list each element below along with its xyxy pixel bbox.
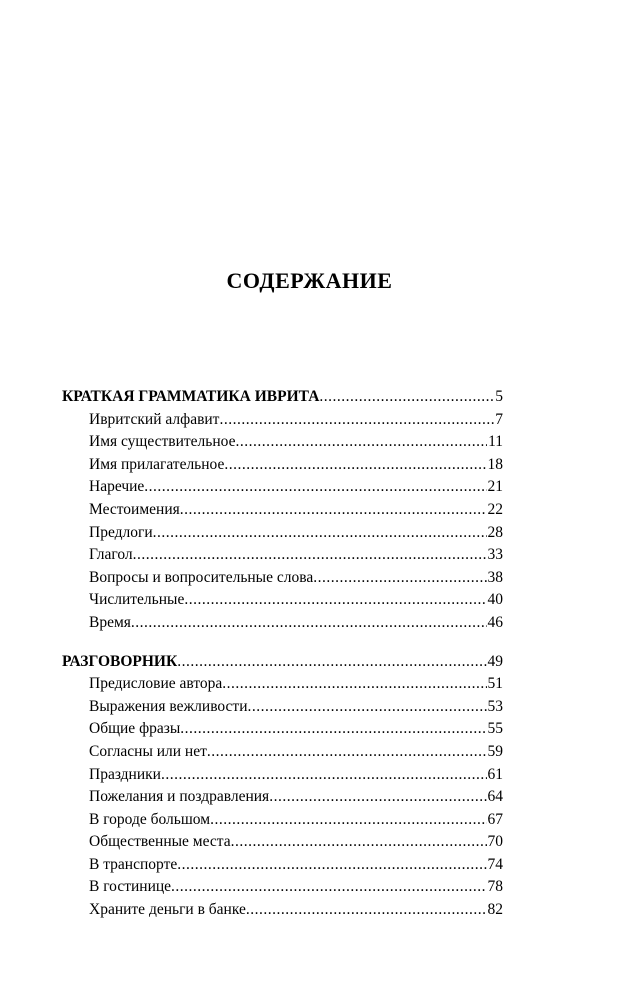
dot-leader	[248, 696, 487, 719]
toc-page-number: 21	[487, 478, 503, 496]
toc-entry	[62, 786, 503, 809]
toc-entry	[62, 589, 503, 612]
dot-leader	[222, 673, 486, 696]
toc-page-number: 61	[487, 765, 503, 783]
toc-entry	[62, 612, 503, 635]
toc-entry	[62, 673, 503, 696]
dot-leader	[180, 499, 487, 522]
toc-entry	[62, 499, 503, 522]
dot-leader	[224, 454, 486, 477]
toc-entry-label: Ивритский алфавит	[89, 410, 220, 428]
toc-entry-label: Выражения вежливости	[89, 697, 248, 715]
toc-heading-label: КРАТКАЯ ГРАММАТИКА ИВРИТА	[62, 388, 320, 405]
dot-leader	[269, 786, 486, 809]
toc-page-number: 70	[487, 833, 503, 851]
toc-page-number: 38	[487, 568, 503, 586]
toc-entry	[62, 899, 503, 922]
toc-entry-label: Общественные места	[89, 833, 231, 851]
toc-entry-label: Согласны или нет	[89, 742, 207, 760]
toc-entry	[62, 718, 503, 741]
toc-entry-label: Числительные	[89, 591, 185, 609]
dot-leader	[153, 522, 487, 545]
toc-heading-label: РАЗГОВОРНИК	[62, 652, 178, 670]
toc-section-grammar	[62, 386, 503, 635]
toc-entry-label: Наречие	[89, 478, 145, 496]
toc-page-number: 59	[487, 742, 503, 760]
toc-entry-label: Предлоги	[89, 523, 153, 541]
toc-entry	[62, 567, 503, 590]
toc-entry-label: Имя существительное	[89, 433, 236, 451]
toc-page-number: 55	[487, 720, 503, 738]
dot-leader	[207, 741, 487, 764]
dot-leader	[131, 612, 487, 635]
toc-entry-label: В транспорте	[89, 855, 178, 873]
toc-page-number: 18	[487, 455, 503, 473]
dot-leader	[235, 431, 487, 454]
toc-page-number: 78	[487, 878, 503, 896]
toc-entry-label: Храните деньги в банке	[89, 901, 246, 919]
toc-entry-label: Имя прилагательное	[89, 455, 225, 473]
toc-entry-label: В гостинице	[89, 878, 172, 896]
toc-entry	[62, 764, 503, 787]
toc-page-number: 46	[487, 613, 503, 631]
toc-page-number: 33	[487, 546, 503, 564]
toc-entry	[62, 741, 503, 764]
dot-leader	[219, 409, 494, 432]
toc-page-number: 82	[487, 901, 503, 919]
toc-entry	[62, 409, 503, 432]
toc-entry-label: Пожелания и поздравления	[89, 788, 270, 806]
toc-entry-label: Предисловие автора	[89, 675, 223, 693]
toc-page-number: 40	[487, 591, 503, 609]
toc-entry-label: Время	[89, 613, 131, 631]
page-title: СОДЕРЖАНИЕ	[226, 268, 393, 293]
toc-page-number: 67	[487, 810, 503, 828]
toc-entry	[62, 831, 503, 854]
toc-entry-label: В городе большом	[89, 810, 211, 828]
dot-leader	[313, 567, 486, 590]
dot-leader	[246, 899, 487, 922]
toc-entry-label: Местоимения	[89, 500, 180, 518]
toc-page-number: 51	[487, 675, 503, 693]
toc-entry	[62, 454, 503, 477]
dot-leader	[319, 386, 494, 409]
toc-entry-label: Общие фразы	[89, 720, 181, 738]
toc-page-number: 49	[487, 652, 503, 670]
toc-page-number: 5	[495, 388, 503, 405]
toc-page-number: 28	[487, 523, 503, 541]
toc-entry-label: Праздники	[89, 765, 161, 783]
toc-page-number: 74	[487, 855, 503, 873]
toc-entry	[62, 854, 503, 877]
toc-entry	[62, 876, 503, 899]
toc-page-number: 53	[487, 697, 503, 715]
toc-section-phrasebook	[62, 651, 503, 922]
toc-section-heading	[62, 386, 503, 409]
toc-page-number: 64	[487, 788, 503, 806]
toc-page-number: 11	[488, 433, 503, 451]
toc-entry	[62, 476, 503, 499]
dot-leader	[180, 718, 486, 741]
toc-entry	[62, 809, 503, 832]
toc-entry-label: Вопросы и вопросительные слова	[89, 568, 314, 586]
dot-leader	[171, 876, 486, 899]
dot-leader	[161, 764, 487, 787]
dot-leader	[231, 831, 487, 854]
table-of-contents	[62, 386, 503, 922]
toc-page-number: 7	[495, 410, 503, 428]
dot-leader	[177, 651, 486, 674]
dot-leader	[184, 589, 486, 612]
toc-entry-label: Глагол	[89, 546, 133, 564]
toc-page-number: 22	[487, 500, 503, 518]
toc-entry	[62, 544, 503, 567]
toc-section-heading	[62, 651, 503, 674]
toc-entry	[62, 696, 503, 719]
toc-entry	[62, 522, 503, 545]
dot-leader	[144, 476, 486, 499]
toc-entry	[62, 431, 503, 454]
dot-leader	[177, 854, 486, 877]
dot-leader	[210, 809, 486, 832]
dot-leader	[133, 544, 487, 567]
